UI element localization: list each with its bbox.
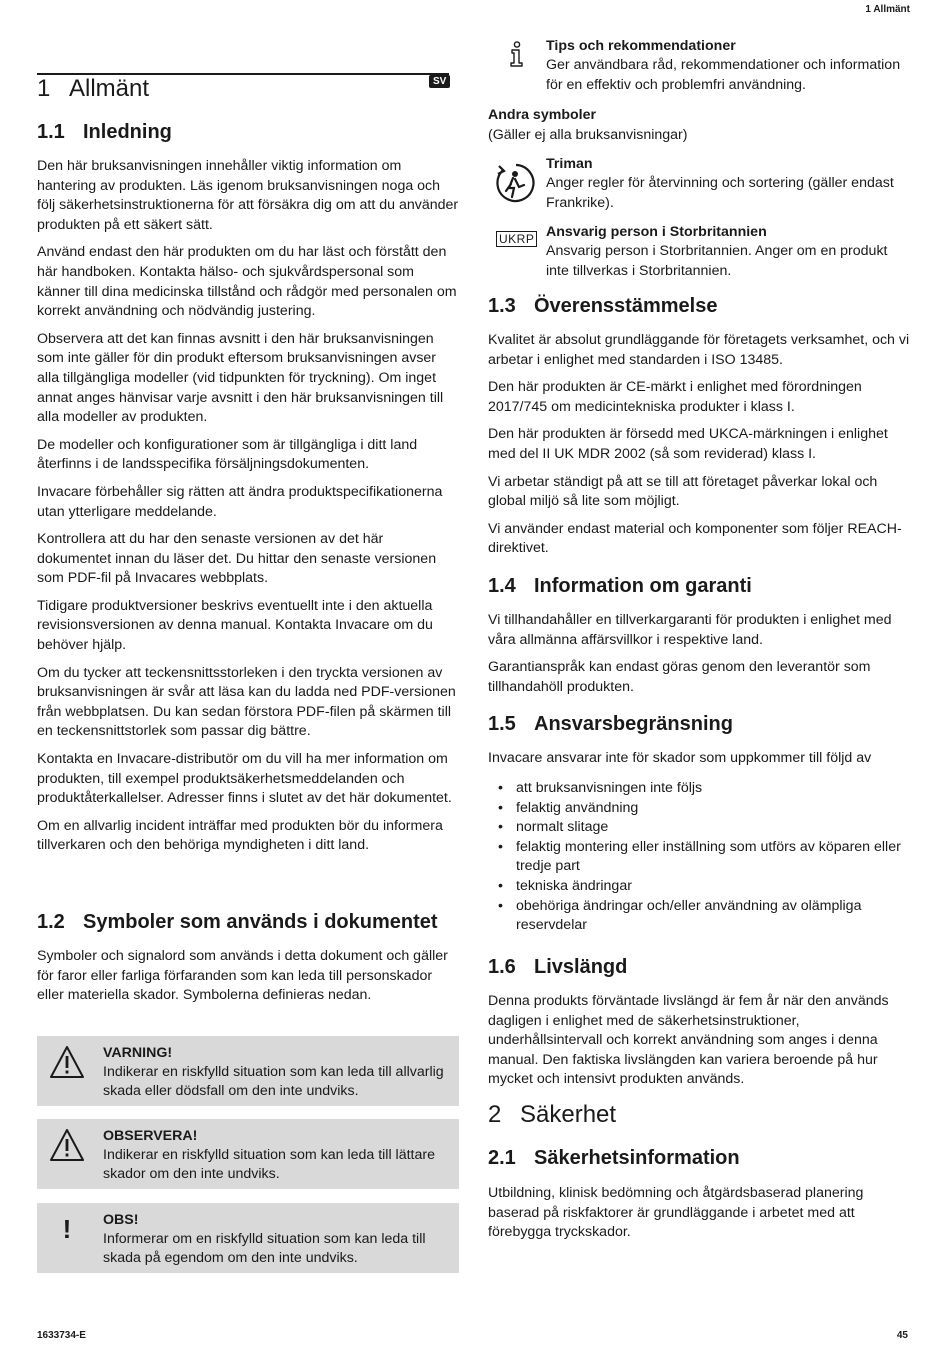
paragraph: Använd endast den här produkten om du har läst och förstått den här handboken. Kontakta hälso- och sjukvårdspersonal som känner till dina medicinska tillstånd och rådgör med personalen om korrekt användning och nödvändig justering. [37,244,457,320]
paragraph: Garantianspråk kan endast göras genom den leverantör som tillhandahöll produkten. [488,659,871,695]
section-title: Symboler som används i dokumentet [83,911,438,933]
other-symbols-heading: Andra symboler [488,107,597,123]
section-title: Inledning [83,121,172,143]
list-item: • felaktig användning [488,799,910,819]
paragraph: Utbildning, klinisk bedömning och åtgärdsbaserad planering baserad på riskfaktorer är grundläggande i arbetet med att förebygga tryckskador. [488,1185,864,1241]
ukrp-symbol-entry [488,223,910,283]
section-number: 1.1 [37,121,65,143]
paragraph: Kvalitet är absolut grundläggande för företagets verksamhet, och vi arbetar i enlighet med standarden i ISO 13485. [488,332,910,368]
section-number: 1.4 [488,575,516,597]
tips-symbol-entry [488,37,910,97]
triman-icon [494,161,538,205]
other-symbols [488,106,910,145]
notice-body: Indikerar en riskfylld situation som kan leda till lättare skador om den inte undviks. [103,1147,435,1182]
list-item: • normalt slitage [488,818,910,838]
chapter-number: 2 [488,1101,502,1128]
section-1-2-heading [37,911,438,934]
notice-body: Informerar om en riskfylld situation som kan leda till skada på egendom om den inte undviks. [103,1231,426,1266]
symbol-title: Tips och rekommendationer [546,38,736,54]
paragraph: Den här bruksanvisningen innehåller viktig information om hantering av produkten. Läs igenom bruksanvisningen noga och följ säkerhetsinstruktionerna för att försäkra dig om att du använder produkten på ett säkert sätt. [37,158,459,233]
paragraph: Invacare ansvarar inte för skador som uppkommer till följd av [488,750,872,766]
list-item: • tekniska ändringar [488,877,910,897]
notice-title: OBSERVERA! [103,1128,198,1144]
section-1-5-heading [488,713,733,736]
section-1-1-body [37,157,459,856]
section-number: 1.2 [37,911,65,933]
section-2-1-heading [488,1147,740,1170]
paragraph: Kontrollera att du har den senaste versionen av det här dokumentet innan du läser det. Du hittar den senaste versionen som PDF-fil på Invacares webbplats. [37,531,437,587]
section-1-3-heading [488,295,717,318]
section-title: Information om garanti [534,575,752,597]
warning-notice [37,1036,459,1106]
paragraph: Vi arbetar ständigt på att se till att företaget påverkar lokal och global miljö så lite som möjligt. [488,473,878,510]
section-title: Överensstämmelse [534,295,718,317]
section-title: Livslängd [534,956,628,978]
notice-title: OBS! [103,1212,139,1228]
symbol-title: Ansvarig person i Storbritannien [546,224,767,240]
paragraph: Vi tillhandahåller en tillverkargaranti för produkten i enlighet med våra allmänna affärsvillkor i respektive land. [488,612,892,648]
paragraph: Denna produkts förväntade livslängd är fem år när den används dagligen i enlighet med de säkerhetsinstruktioner, underhållsintervall och korrekt användning som anges i denna manual. Den faktiska livslängden kan variera beroende på hur mycket och intensivt produkten används. [488,993,889,1088]
paragraph: Vi använder endast material och komponenter som följer REACH-direktivet. [488,520,902,557]
section-1-4-heading [488,575,752,598]
paragraph: Om du tycker att teckensnittsstorleken i den tryckta versionen av bruksanvisningen är svår att läsa kan du ladda ned PDF-versionen från webbplatsen. Du kan sedan förstora PDF-filen på skärmen till en teckensnittstorlek som passar dig bättre. [37,664,456,740]
section-title: Säkerhetsinformation [534,1147,740,1169]
section-number: 1.3 [488,295,516,317]
section-number: 1.6 [488,956,516,978]
chapter-title: Säkerhet [520,1101,617,1128]
paragraph: Symboler och signalord som används i detta dokument och gäller för faror eller farliga förfaranden som kan leda till personskador eller materiella skador. Symbolerna definieras nedan. [37,948,448,1004]
warning-triangle-icon [49,1044,85,1080]
language-badge: SV [429,75,450,88]
section-1-5-intro [488,749,910,769]
section-title: Ansvarsbegränsning [534,713,733,735]
section-2-1-body [488,1184,910,1243]
list-item: • att bruksanvisningen inte följs [488,779,910,799]
paragraph: Invacare förbehåller sig rätten att ändra produktspecifikationerna utan ytterligare meddelande. [37,483,443,520]
section-1-2-intro [37,947,459,1006]
chapter-number: 1 [37,75,51,102]
section-1-6-body [488,992,910,1090]
paragraph: De modeller och konfigurationer som är tillgängliga i ditt land återfinns i de landsspecifika försäljningsdokumenten. [37,436,418,473]
section-number: 1.5 [488,713,516,735]
running-head: 1 Allmänt [865,4,910,15]
important-notice [37,1203,459,1273]
symbol-body: Ansvarig person i Storbritannien. Anger om en produkt inte tillverkas i Storbritannien. [546,243,888,279]
other-symbols-note: (Gäller ej alla bruksanvisningar) [488,126,688,143]
section-1-1-heading [37,121,172,144]
paragraph: Kontakta en Invacare-distributör om du vill ha mer information om produkten, till exempel produktsäkerhetsmeddelanden och produktåterkallelser. Adresser finns i slutet av det här dokumentet. [37,751,452,807]
exclamation-icon: ! [62,1214,72,1244]
paragraph: Om en allvarlig incident inträffar med produkten bör du informera tillverkaren och den behöriga myndigheten i ditt land. [37,817,443,854]
paragraph: Den här produkten är CE-märkt i enlighet med förordningen 2017/745 om medicintekniska produkter i klass I. [488,379,862,415]
paragraph: Den här produkten är försedd med UKCA-märkningen i enlighet med del II UK MDR 2002 (så som reviderad) klass I. [488,426,888,462]
caution-notice [37,1119,459,1189]
symbol-body: Ger användbara råd, rekommendationer och information för en effektiv och problemfri användning. [546,57,901,93]
notice-body: Indikerar en riskfylld situation som kan leda till allvarlig skada eller dödsfall om den inte undviks. [103,1064,444,1099]
page-number: 45 [896,1330,908,1341]
list-item: • felaktig montering eller inställning som utförs av köparen eller tredje part [488,838,910,877]
section-number: 2.1 [488,1147,516,1169]
chapter-title: Allmänt [69,75,150,102]
symbol-body: Anger regler för återvinning och sortering (gäller endast Frankrike). [546,175,894,211]
paragraph: Observera att det kan finnas avsnitt i den här bruksanvisningen som inte gäller för din produkt eftersom bruksanvisningen avser alla tillgängliga modeller (vid tidpunkten för tryckning). Om inget annat anges hänvisar varje avsnitt i den här bruksanvisningen till alla modeller av produkten. [37,330,444,426]
section-1-3-body [488,331,910,559]
caution-triangle-icon [49,1127,85,1163]
liability-list [488,779,910,936]
section-1-6-heading [488,956,627,979]
notice-title: VARNING! [103,1045,173,1061]
chapter-2-heading [488,1101,616,1129]
section-1-4-body [488,611,910,697]
ukrp-icon: UKRP [496,231,537,247]
document-number: 1633734-E [37,1330,86,1341]
info-icon [508,41,526,67]
list-item: • obehöriga ändringar och/eller användning av olämpliga reservdelar [488,897,910,936]
chapter-1-heading [37,75,149,103]
triman-symbol-entry [488,155,910,215]
symbol-title: Triman [546,156,593,172]
paragraph: Tidigare produktversioner beskrivs eventuellt inte i den aktuella revisionsversionen av denna manual. Kontakta Invacare om du behöver hjälp. [37,597,433,654]
